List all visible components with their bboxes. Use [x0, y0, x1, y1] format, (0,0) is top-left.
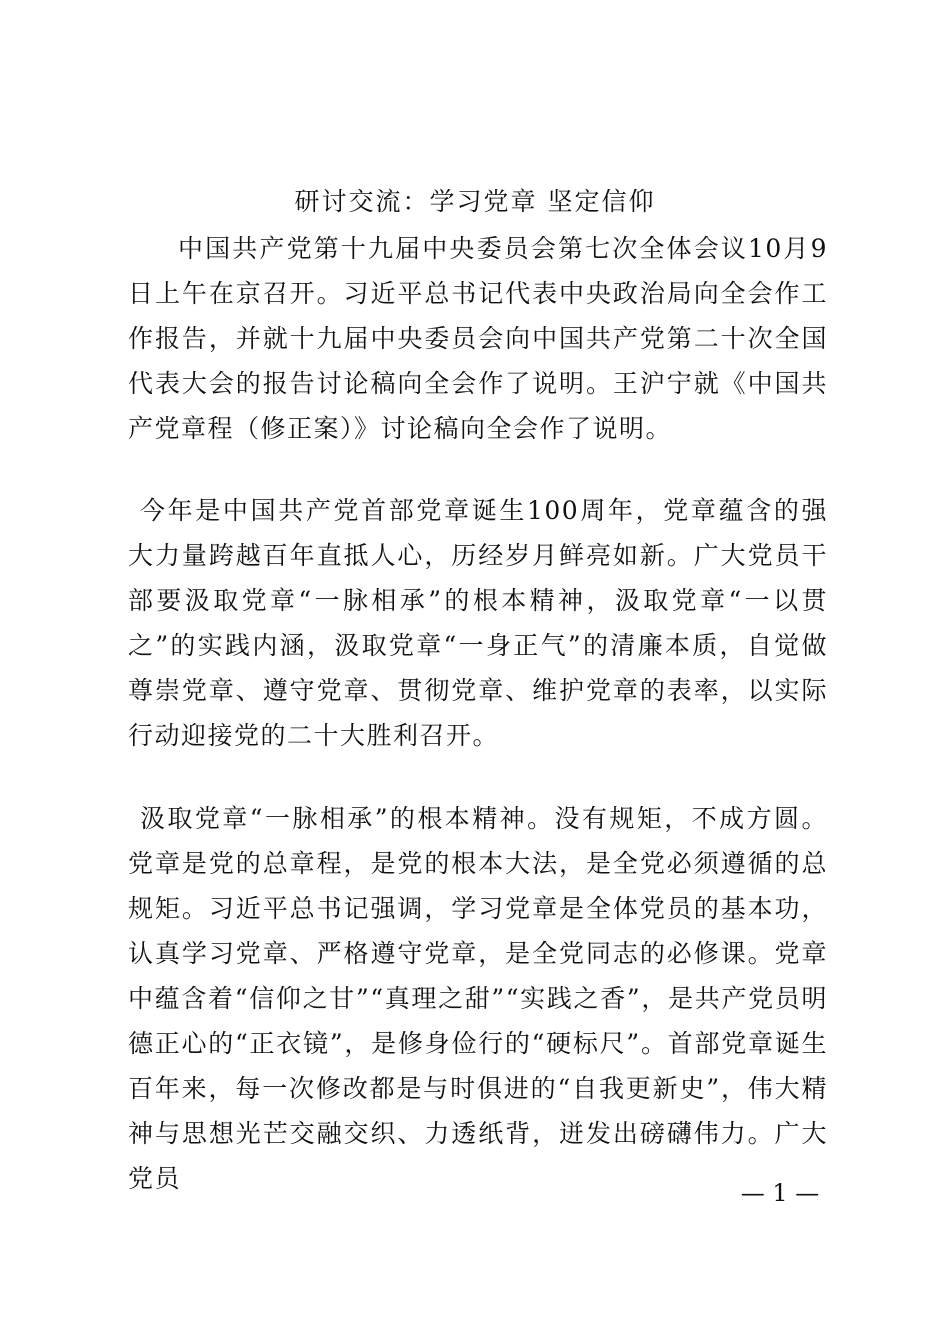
paragraph-2: 今年是中国共产党首部党章诞生100周年，党章蕴含的强大力量跨越百年直抵人心，历经岁月鲜亮如新。广大党员干部要汲取党章“一脉相承”的根本精神，汲取党章“一以贯之”的实践内涵，汲取党章“一身正气”的清廉本质，自觉做尊崇党章、遵守党章、贯彻党章、维护党章的表率，以实际行动迎接党的二十大胜利召开。 — [128, 496, 828, 750]
page-number: — 1 — — [740, 1179, 820, 1207]
paragraph-1: 中国共产党第十九届中央委员会第七次全体会议10月9日上午在京召开。习近平总书记代表中央政治局向全会作工作报告，并就十九届中央委员会向中国共产党第二十次全国代表大会的报告讨论稿向全会作了说明。王沪宁就《中国共产党章程（修正案）》讨论稿向全会作了说明。 — [128, 234, 828, 443]
document-title: 研讨交流：学习党章 坚定信仰 — [294, 187, 656, 216]
paragraph-3: 汲取党章“一脉相承”的根本精神。没有规矩，不成方圆。党章是党的总章程，是党的根本大法，是全党必须遵循的总规矩。习近平总书记强调，学习党章是全体党员的基本功，认真学习党章、严格遵守党章，是全党同志的必修课。党章中蕴含着“信仰之甘”“真理之甜”“实践之香”，是共产党员明德正心的“正衣镜”，是修身俭行的“硬标尺”。首部党章诞生百年来，每一次修改都是与时俱进的“自我更新史”，伟大精神与思想光芒交融交织、力透纸背，迸发出磅礴伟力。广大党员 — [128, 804, 828, 1193]
